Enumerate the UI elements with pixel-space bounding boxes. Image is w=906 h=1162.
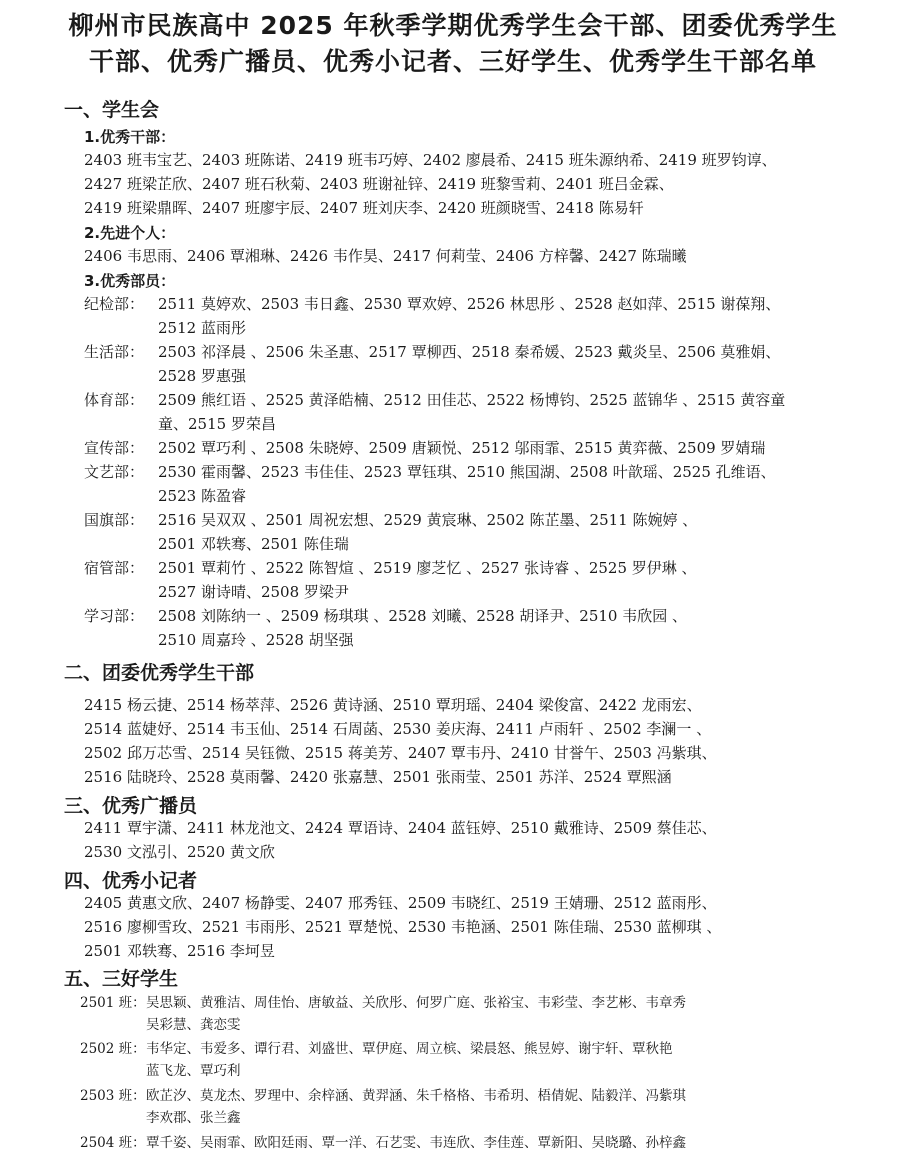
league-cadres-line: 2516 陆晓玲、2528 莫雨馨、2420 张嘉慧、2501 张雨莹、2501 苏洋、2524 覃熙涵	[84, 768, 672, 786]
class-names-cont: 蓝飞龙、覃巧利	[146, 1063, 241, 1079]
section-student-union-heading: 一、学生会	[64, 99, 160, 121]
dept-label: 生活部：	[84, 343, 145, 361]
subsection-outstanding-members: 3.优秀部员：	[84, 272, 176, 290]
dept-label: 文艺部：	[84, 463, 145, 481]
dept-names: 2511 莫婷欢、2503 韦日鑫、2530 覃欢婷、2526 林思彤 、2528 赵如萍、2515 谢葆翔、	[158, 295, 781, 313]
dept-names: 2502 覃巧利 、2508 朱晓婷、2509 唐颖悦、2512 邬雨霏、2515 黄弈薇、2509 罗婧瑞	[158, 439, 766, 457]
document-title-line-2: 干部、优秀广播员、优秀小记者、三好学生、优秀学生干部名单	[88, 47, 817, 76]
dept-row	[84, 462, 776, 482]
dept-row	[84, 342, 780, 362]
dept-names-cont: 2523 陈盈睿	[158, 487, 246, 505]
class-names: 吴思颖、黄雅洁、周佳怡、唐敏益、关欣彤、何罗广庭、张裕宝、韦彩莹、李艺彬、韦章秀	[146, 995, 686, 1011]
dept-names-cont: 2501 邓轶骞、2501 陈佳瑞	[158, 535, 349, 553]
reporters-line: 2405 黄惠文欣、2407 杨静雯、2407 邢秀钰、2509 韦晓红、2519 王婧珊、2512 蓝雨彤、	[84, 894, 717, 912]
subsection-advanced-individuals: 2.先进个人：	[84, 224, 176, 242]
section-league-cadres-heading: 二、团委优秀学生干部	[64, 662, 255, 684]
dept-names-cont: 2510 周嘉玲 、2528 胡坚强	[158, 631, 354, 649]
dept-label: 学习部：	[84, 607, 145, 625]
dept-label: 国旗部：	[84, 511, 145, 529]
class-names: 覃千姿、吴雨霏、欧阳廷雨、覃一洋、石艺雯、韦连欣、李佳莲、覃新阳、吴晓璐、孙梓鑫	[146, 1135, 686, 1151]
section-merit-students-heading: 五、三好学生	[64, 968, 179, 990]
document-title-line-1: 柳州市民族高中 2025 年秋季学期优秀学生会干部、团委优秀学生	[68, 11, 838, 40]
class-label: 2504 班：	[80, 1135, 146, 1151]
section-broadcasters-heading: 三、优秀广播员	[64, 795, 198, 817]
subsection-outstanding-cadres: 1.优秀干部：	[84, 128, 176, 146]
dept-label: 纪检部：	[84, 295, 145, 313]
reporters-line: 2501 邓轶骞、2516 李坷昱	[84, 942, 275, 960]
class-names-cont: 李欢郡、张兰鑫	[146, 1110, 241, 1126]
advanced-individuals-line: 2406 韦思雨、2406 覃湘琳、2426 韦作昊、2417 何莉莹、2406 方梓馨、2427 陈瑞曦	[84, 247, 687, 265]
class-label: 2503 班：	[80, 1088, 146, 1104]
class-names-cont: 吴彩慧、龚恋雯	[146, 1017, 241, 1033]
class-label: 2502 班：	[80, 1041, 146, 1057]
cadres-line: 2419 班梁鼎晖、2407 班廖宇辰、2407 班刘庆李、2420 班颜晓雪、2418 陈易轩	[84, 199, 644, 217]
dept-names: 2516 吴双双 、2501 周祝宏想、2529 黄宸琳、2502 陈芷墨、2511 陈婉婷 、	[158, 511, 698, 529]
dept-row	[84, 606, 687, 626]
class-row	[80, 1087, 686, 1105]
cadres-line: 2403 班韦宝艺、2403 班陈诺、2419 班韦巧婷、2402 廖晨希、2415 班朱源纳希、2419 班罗钧谆、	[84, 151, 777, 169]
section-reporters-heading: 四、优秀小记者	[64, 870, 198, 892]
dept-names-cont: 童、2515 罗荣昌	[158, 415, 276, 433]
dept-names: 2501 覃莉竹 、2522 陈智煊 、2519 廖芝忆 、2527 张诗睿 、2525 罗伊琳 、	[158, 559, 697, 577]
cadres-line: 2427 班梁芷欣、2407 班石秋菊、2403 班谢祉锌、2419 班黎雪莉、2401 班吕金霖、	[84, 175, 674, 193]
dept-row	[84, 438, 765, 458]
dept-names: 2508 刘陈纳一 、2509 杨琪琪 、2528 刘曦、2528 胡译尹、2510 韦欣园 、	[158, 607, 688, 625]
league-cadres-line: 2514 蓝婕妤、2514 韦玉仙、2514 石周菡、2530 姜庆海、2411 卢雨轩 、2502 李澜一 、	[84, 720, 712, 738]
class-row	[80, 994, 686, 1012]
dept-names: 2503 祁泽晨 、2506 朱圣惠、2517 覃柳西、2518 秦希媛、2523 戴炎呈、2506 莫雅娟、	[158, 343, 781, 361]
class-row	[80, 1134, 686, 1152]
broadcasters-line: 2530 文泓引、2520 黄文欣	[84, 843, 275, 861]
dept-names-cont: 2528 罗惠强	[158, 367, 246, 385]
dept-names-cont: 2512 蓝雨彤	[158, 319, 246, 337]
dept-names-cont: 2527 谢诗晴、2508 罗梁尹	[158, 583, 349, 601]
class-names: 欧芷汐、莫龙杰、罗理中、余梓涵、黄羿涵、朱千格格、韦希玥、梧倩妮、陆毅洋、冯紫琪	[146, 1088, 686, 1104]
dept-row	[84, 390, 785, 410]
class-label: 2501 班：	[80, 995, 146, 1011]
dept-label: 体育部：	[84, 391, 145, 409]
dept-label: 宿管部：	[84, 559, 145, 577]
class-names: 韦华定、韦爱多、谭行君、刘盛世、覃伊庭、周立槟、梁晨怒、熊昱婷、谢宇轩、覃秋艳	[146, 1041, 673, 1057]
dept-row	[84, 294, 780, 314]
dept-names: 2530 霍雨馨、2523 韦佳佳、2523 覃钰琪、2510 熊国湖、2508 叶歆瑶、2525 孔维语、	[158, 463, 776, 481]
reporters-line: 2516 廖柳雪玫、2521 韦雨彤、2521 覃楚悦、2530 韦艳涵、2501 陈佳瑞、2530 蓝柳琪 、	[84, 918, 722, 936]
league-cadres-line: 2415 杨云捷、2514 杨萃萍、2526 黄诗涵、2510 覃玥瑶、2404 梁俊富、2422 龙雨宏、	[84, 696, 702, 714]
dept-row	[84, 558, 697, 578]
broadcasters-line: 2411 覃宇潇、2411 林龙池文、2424 覃语诗、2404 蓝钰婷、2510 戴雅诗、2509 蔡佳芯、	[84, 819, 717, 837]
dept-label: 宣传部：	[84, 439, 145, 457]
league-cadres-line: 2502 邱万芯雪、2514 吴钰微、2515 蒋美芳、2407 覃韦丹、2410 甘誉午、2503 冯紫琪、	[84, 744, 717, 762]
class-row	[80, 1040, 673, 1058]
dept-names: 2509 熊红语 、2525 黄泽皓楠、2512 田佳芯、2522 杨博钧、2525 蓝锦华 、2515 黄容童	[158, 391, 786, 409]
dept-row	[84, 510, 697, 530]
